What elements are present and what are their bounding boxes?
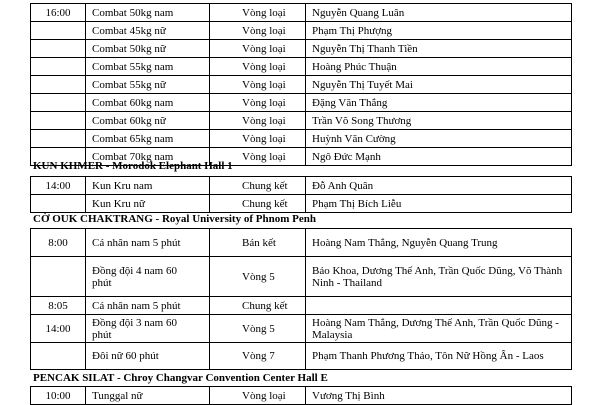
round-cell: Vòng loại [210, 148, 306, 166]
event-cell: Combat 60kg nữ [86, 112, 210, 130]
table-row [31, 297, 572, 315]
round-cell: Vòng loại [210, 76, 306, 94]
time-cell [31, 130, 86, 148]
round-cell: Vòng loại [210, 4, 306, 22]
round-cell: Vòng loại [210, 130, 306, 148]
event-cell: Cá nhân nam 5 phút [86, 297, 210, 315]
event-cell: Cá nhân nam 5 phút [86, 229, 210, 257]
event-cell: Tunggal nữ [86, 387, 210, 405]
athletes-cell: Bảo Khoa, Dương Thế Anh, Trần Quốc Dũng, Võ Thành Ninh - Thailand [306, 257, 572, 297]
table-row [31, 22, 572, 40]
athletes-cell: Trần Võ Song Thương [306, 112, 572, 130]
round-cell: Chung kết [210, 195, 306, 213]
event-cell: Đồng đội 3 nam 60 phút [86, 315, 210, 343]
table-row [31, 58, 572, 76]
event-cell: Combat 65kg nam [86, 130, 210, 148]
event-cell: Combat 70kg nam [86, 148, 210, 166]
table-row [31, 76, 572, 94]
round-cell: Bán kết [210, 229, 306, 257]
time-cell [31, 40, 86, 58]
event-cell: Combat 45kg nữ [86, 22, 210, 40]
athletes-cell: Hoàng Phúc Thuận [306, 58, 572, 76]
schedule-table-kun-khmer [30, 176, 572, 213]
schedule-table-combat [30, 3, 572, 166]
round-cell: Vòng loại [210, 40, 306, 58]
athletes-cell: Hoàng Nam Thắng, Nguyễn Quang Trung [306, 229, 572, 257]
time-cell [31, 343, 86, 370]
athletes-cell: Đặng Văn Thắng [306, 94, 572, 112]
round-cell: Vòng loại [210, 94, 306, 112]
event-cell: Combat 55kg nam [86, 58, 210, 76]
round-cell: Vòng 7 [210, 343, 306, 370]
event-cell: Combat 50kg nữ [86, 40, 210, 58]
round-cell: Vòng 5 [210, 315, 306, 343]
table-row [31, 4, 572, 22]
event-cell: Đồng đội 4 nam 60 phút [86, 257, 210, 297]
event-cell: Combat 55kg nữ [86, 76, 210, 94]
athletes-cell: Hoàng Nam Thắng, Dương Thế Anh, Trần Quốc Dũng - Malaysia [306, 315, 572, 343]
round-cell: Vòng loại [210, 112, 306, 130]
athletes-cell: Phạm Thị Phượng [306, 22, 572, 40]
time-cell [31, 112, 86, 130]
table-row [31, 315, 572, 343]
athletes-cell: Phạm Thanh Phương Thảo, Tôn Nữ Hồng Ân - Laos [306, 343, 572, 370]
athletes-cell: Ngô Đức Mạnh [306, 148, 572, 166]
schedule-table-pencak-silat [30, 386, 572, 405]
event-cell: Combat 60kg nam [86, 94, 210, 112]
round-cell: Vòng loại [210, 22, 306, 40]
section-title-pencak-silat: PENCAK SILAT - Chroy Changvar Convention Center Hall E [33, 372, 328, 384]
athletes-cell: Vương Thị Bình [306, 387, 572, 405]
time-cell [31, 195, 86, 213]
event-cell: Kun Kru nam [86, 177, 210, 195]
table-row [31, 257, 572, 297]
table-row [31, 177, 572, 195]
time-cell [31, 76, 86, 94]
event-cell: Combat 50kg nam [86, 4, 210, 22]
time-cell [31, 22, 86, 40]
table-row [31, 387, 572, 405]
table-row [31, 94, 572, 112]
athletes-cell: Nguyễn Quang Luân [306, 4, 572, 22]
athletes-cell [306, 297, 572, 315]
athletes-cell: Nguyễn Thị Tuyết Mai [306, 76, 572, 94]
athletes-cell: Đỗ Anh Quân [306, 177, 572, 195]
event-cell: Đôi nữ 60 phút [86, 343, 210, 370]
round-cell: Chung kết [210, 297, 306, 315]
time-cell [31, 58, 86, 76]
time-cell [31, 257, 86, 297]
round-cell: Vòng loại [210, 58, 306, 76]
athletes-cell: Phạm Thị Bích Liễu [306, 195, 572, 213]
section-title-ouk-chaktrang: CỜ OUK CHAKTRANG - Royal University of Phnom Penh [33, 213, 316, 225]
time-cell: 16:00 [31, 4, 86, 22]
time-cell [31, 94, 86, 112]
round-cell: Vòng loại [210, 387, 306, 405]
event-cell: Kun Kru nữ [86, 195, 210, 213]
time-cell: 8:00 [31, 229, 86, 257]
table-row [31, 130, 572, 148]
schedule-table-ouk-chaktrang [30, 228, 572, 370]
round-cell: Chung kết [210, 177, 306, 195]
time-cell: 14:00 [31, 177, 86, 195]
athletes-cell: Nguyễn Thị Thanh Tiền [306, 40, 572, 58]
table-row [31, 343, 572, 370]
table-row [31, 112, 572, 130]
round-cell: Vòng 5 [210, 257, 306, 297]
table-row [31, 195, 572, 213]
section-title-kun-khmer: KUN KHMER - Morodok Elephant Hall 1 [33, 160, 233, 172]
table-row [31, 229, 572, 257]
time-cell: 10:00 [31, 387, 86, 405]
athletes-cell: Huỳnh Văn Cường [306, 130, 572, 148]
time-cell: 14:00 [31, 315, 86, 343]
table-row [31, 40, 572, 58]
time-cell: 8:05 [31, 297, 86, 315]
